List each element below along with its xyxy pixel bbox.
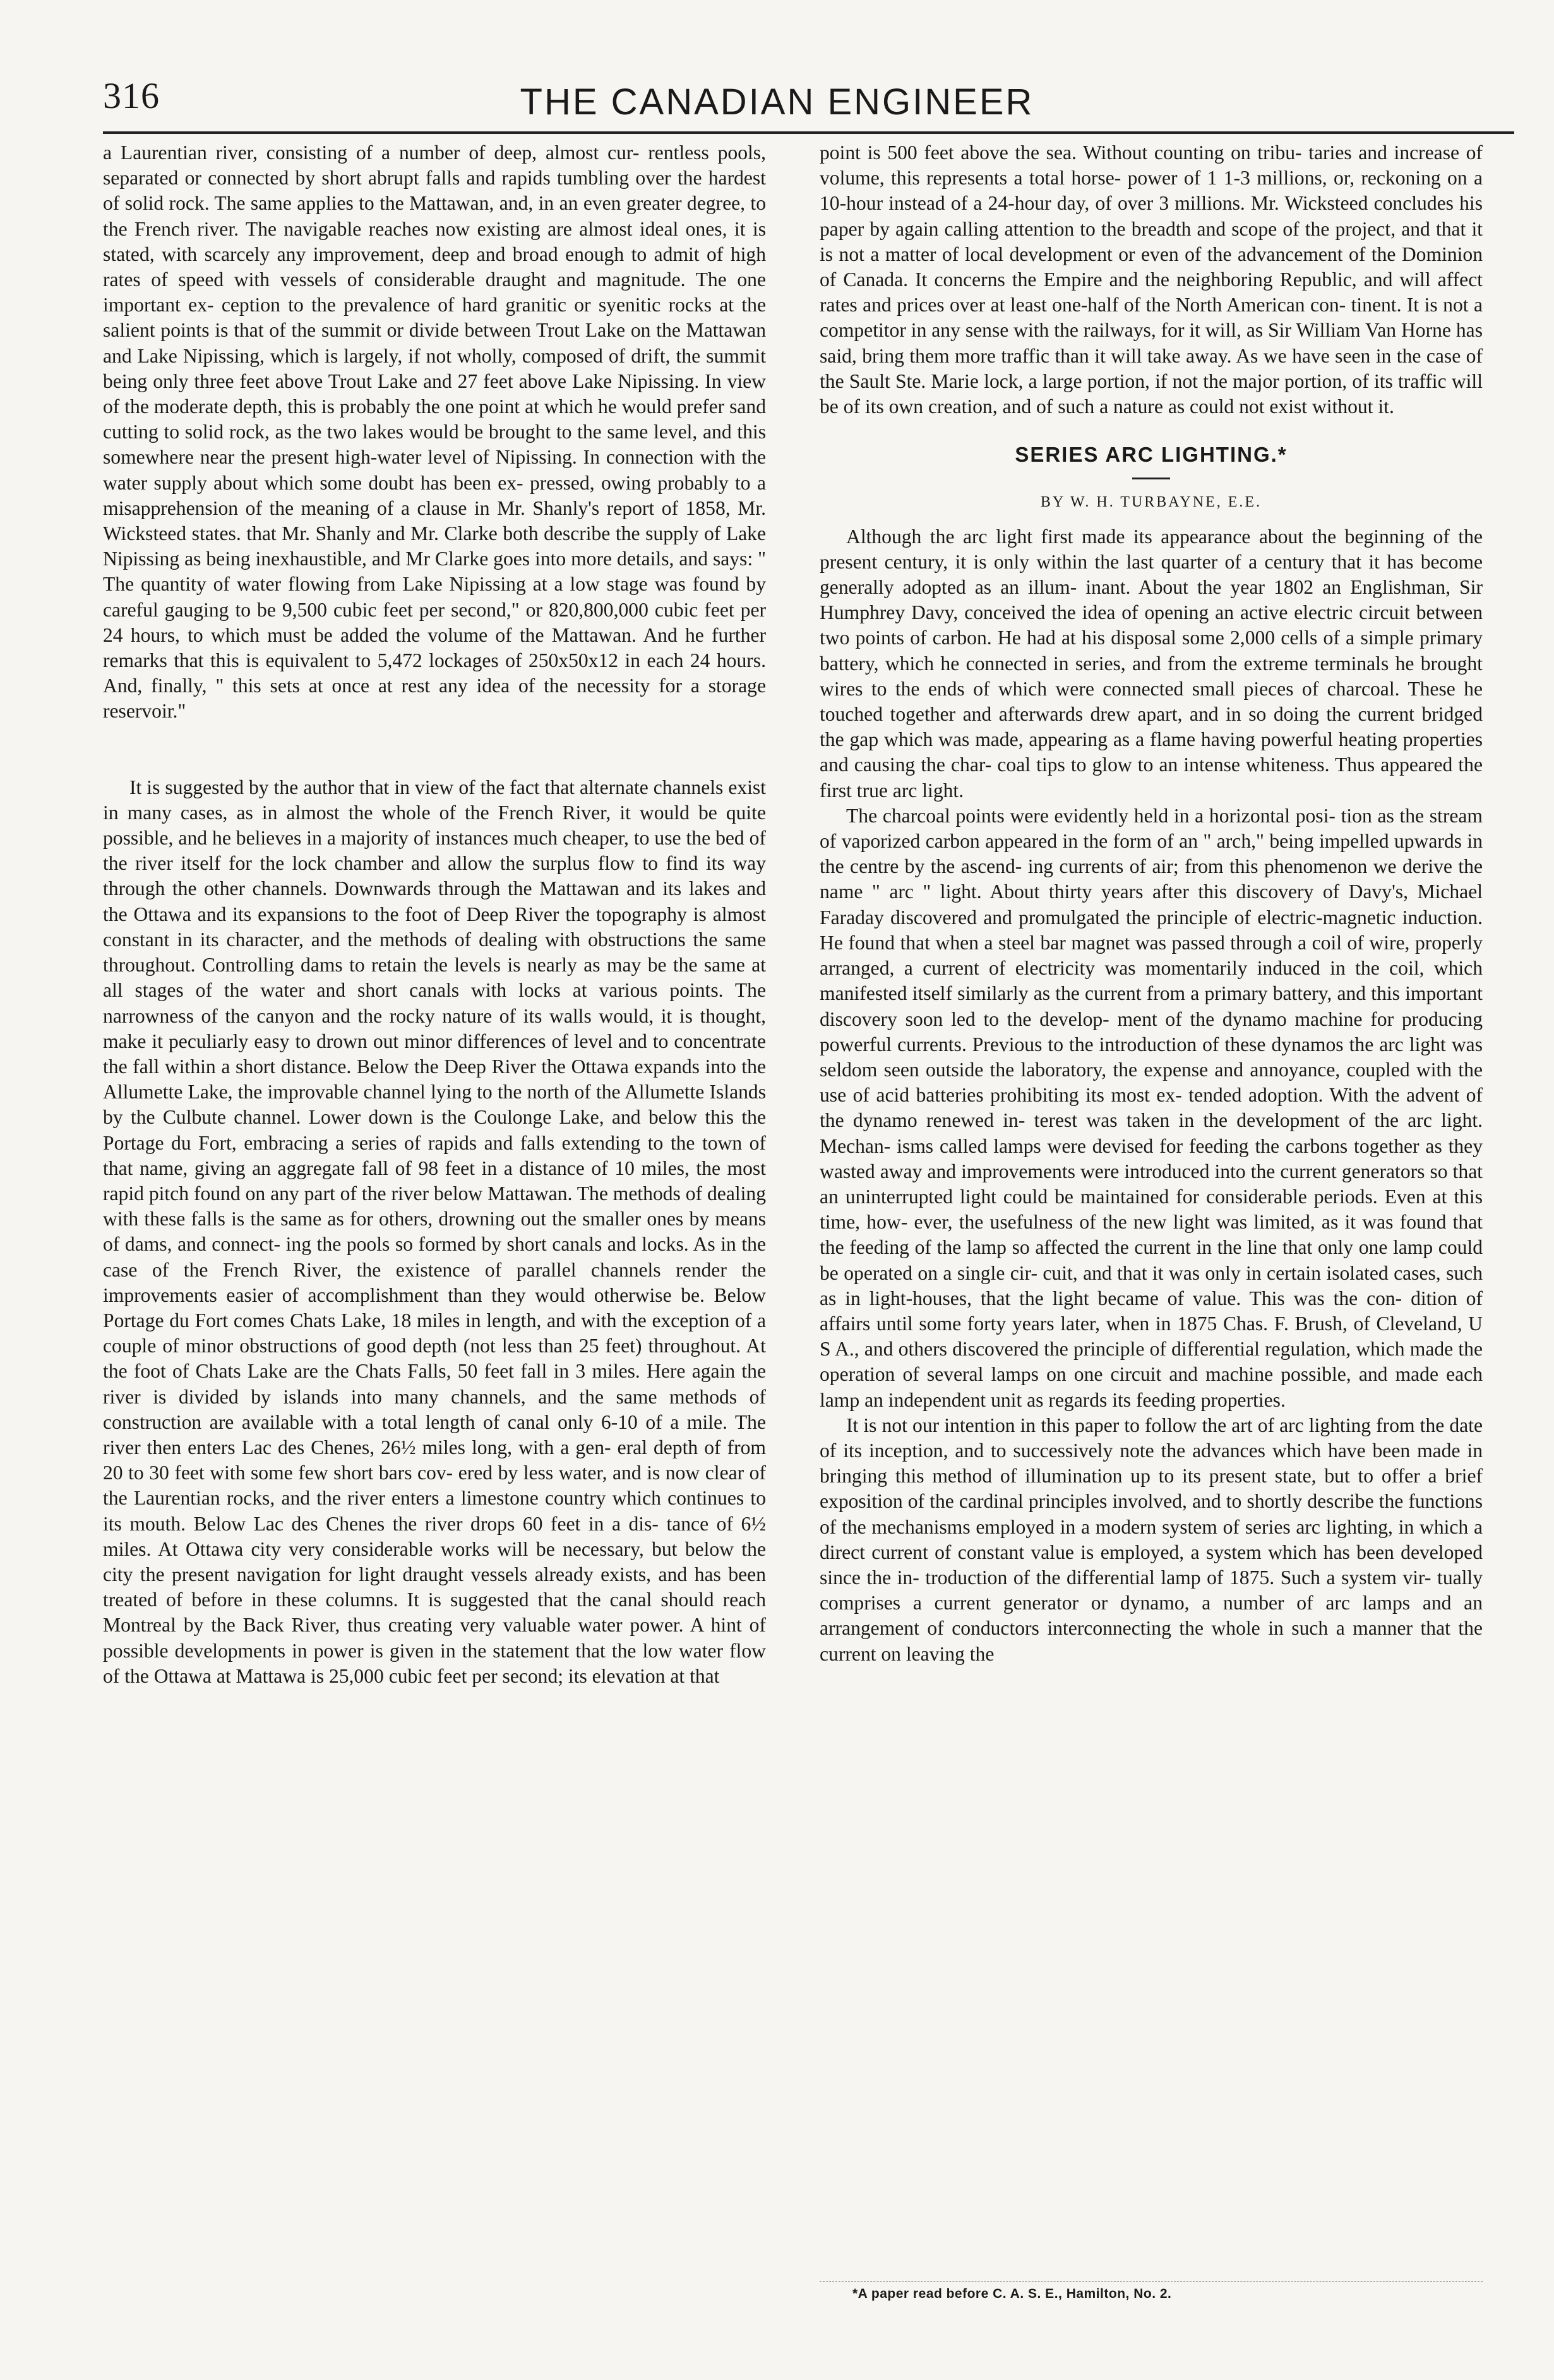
- paragraph: It is not our intention in this paper to follow the art of arc lighting from the date of its inception, and to successively note the advances which have been made in bringing this method of illumination up to its present state, but to offer a brief exposition of the cardinal principles involved, and to shortly describe the functions of the mechanisms employed in a modern system of series arc lighting, in which a direct current of constant value is employed, a system which has been developed since the in- troduction of the differential lamp of 1875. Such a system vir- tually comprises a current generator or dynamo, a number of arc lamps and an arrangement of conductors interconnecting the whole in such a manner that the current on leaving the: [820, 1414, 1483, 1665]
- footnote: *A paper read before C. A. S. E., Hamilton, No. 2.: [852, 2287, 1172, 2301]
- paragraph-gap: [820, 419, 1483, 442]
- page-number: 316: [103, 75, 160, 116]
- title-rule: [1132, 478, 1170, 479]
- left-column: [103, 140, 766, 1689]
- paragraph: a Laurentian river, consisting of a number of deep, almost cur- rentless pools, separated or connected by short abrupt falls and rapids tumbling over the hardest of solid rock. The same applies to the Mattawan, and, in an even greater degree, to the French river. The navigable reaches now existing are almost ideal ones, it is stated, with scarcely any improvement, deep and broad enough to admit of high rates of speed with vessels of considerable draught and magnitude. The one important ex- ception to the prevalence of hard granitic or syenitic rocks at the salient points is that of the summit or divide between Trout Lake on the Mattawan and Lake Nipissing, which is largely, if not wholly, composed of drift, the summit being only three feet above Trout Lake and 27 feet above Lake Nipissing. In view of the moderate depth, this is probably the one point at which he would prefer sand cutting to solid rock, as the two lakes would be brought to the same level, and this somewhere near the present high-water level of Nipissing. In connection with the water supply about which some doubt has been ex- pressed, owing probably to a misapprehension of the meaning of a clause in Mr. Shanly's report of 1858, Mr. Wicksteed states. that Mr. Shanly and Mr. Clarke both describe the supply of Lake Nipissing as being inexhaustible, and Mr Clarke goes into more details, and says: " The quantity of water flowing from Lake Nipissing at a low stage was found by careful gauging to be 9,500 cubic feet per second," or 820,800,000 cubic feet per 24 hours, to which must be added the volume of the Mattawan. And he further remarks that this is equivalent to 5,472 lockages of 250x50x12 in each 24 hours. And, finally, " this sets at once at rest any idea of the necessity for a storage reservoir.": [103, 141, 766, 723]
- paragraph: point is 500 feet above the sea. Without counting on tribu- taries and increase of volume, this represents a total horse- power of 1 1-3 millions, or, reckoning on a 10-hour instead of a 24-hour day, of over 3 millions. Mr. Wicksteed concludes his paper by again calling attention to the breadth and scope of the project, and that it is not a matter of local development or even of the advancement of the Dominion of Canada. It concerns the Empire and the neighboring Republic, and will affect rates and prices over at least one-half of the North American con- tinent. It is not a competitor in any sense with the railways, for it will, as Sir William Van Horne has said, bring them more traffic than it will take away. As we have seen in the case of the Sault Ste. Marie lock, a large portion, if not the major portion, of its traffic will be of its own creation, and of such a nature as could not exist without it.: [820, 141, 1483, 418]
- byline: BY W. H. TURBAYNE, E.E.: [1040, 494, 1262, 511]
- running-head: THE CANADIAN ENGINEER: [520, 81, 1034, 123]
- paragraph: The charcoal points were evidently held in a horizontal posi- tion as the stream of vaporized carbon appeared in the form of an " arch," being impelled upwards in the centre by the ascend- ing currents of air; from this phenomenon we derive the name " arc " light. About thirty years after this discovery of Davy's, Michael Faraday discovered and promulgated the principle of electric-magnetic induction. He found that when a steel bar magnet was passed through a coil of wire, properly arranged, a current of electricity was momentarily induced in the coil, which manifested itself similarly as the current from a primary battery, and this important discovery soon led to the develop- ment of the dynamo machine for producing powerful currents. Previous to the introduction of these dynamos the arc light was seldom seen outside the laboratory, the expense and annoyance, coupled with the use of acid batteries prohibiting its most ex- tended adoption. With the advent of the dynamo renewed in- terest was taken in the development of the arc light. Mechan- isms called lamps were devised for feeding the carbons together as they wasted away and improvements were introduced into the current generators so that an uninterrupted light could be maintained for considerable periods. Even at this time, how- ever, the usefulness of the new light was limited, as it was found that the feeding of the lamp so affected the current in the line that only one lamp could be operated on a single cir- cuit, and that it was only in certain isolated cases, such as in light-houses, that the light became of value. This was the con- dition of affairs until some forty years later, when in 1875 Chas. F. Brush, of Cleveland, U S A., and others discovered the principle of differential regulation, which made the operation of several lamps on one circuit and machine possible, and made each lamp an independent unit as regards its feeding properties.: [820, 804, 1483, 1411]
- paragraph-gap: [103, 724, 766, 775]
- paragraph: It is suggested by the author that in view of the fact that alternate channels exist in many cases, as in almost the whole of the French River, it would be quite possible, and he believes in a majority of instances much cheaper, to use the bed of the river itself for the lock chamber and allow the surplus flow to find its way through the other channels. Downwards through the Mattawan and its lakes and the Ottawa and its expansions to the foot of Deep River the topography is almost constant in its character, and the methods of dealing with obstructions the same throughout. Controlling dams to retain the levels is nearly as may be the same at all stages of the water and short canals with locks at various points. The narrowness of the canyon and the rocky nature of its walls would, it is thought, make it peculiarly easy to drown out minor differences of level and to concentrate the fall within a short distance. Below the Deep River the Ottawa expands into the Allumette Lake, the improvable channel lying to the north of the Allumette Islands by the Culbute channel. Lower down is the Coulonge Lake, and below this the Portage du Fort, embracing a series of rapids and falls extending to the town of that name, giving an aggregate fall of 98 feet in a distance of 10 miles, the most rapid pitch found on any part of the river below Mattawan. The methods of dealing with these falls is the same as for others, drowning out the smaller ones by means of dams, and connect- ing the pools so formed by short canals and locks. As in the case of the French River, the existence of parallel channels render the improvements easier of accomplishment than they would otherwise be. Below Portage du Fort comes Chats Lake, 18 miles in length, and with the exception of a couple of minor obstructions of good depth (not less than 25 feet) throughout. At the foot of Chats Lake are the Chats Falls, 50 feet fall in 3 miles. Here again the river is divided by islands into many channels, and the same methods of construction are available with a total length of canal only 6-10 of a mile. The river then enters Lac des Chenes, 26½ miles long, with a gen- eral depth of from 20 to 30 feet with some few short bars cov- ered by less water, and is now clear of the Laurentian rocks, and the river enters a limestone country which continues to its mouth. Below Lac des Chenes the river drops 60 feet in a dis- tance of 6½ miles. At Ottawa city very considerable works will be necessary, but below the city the present navigation for light draught vessels already exists, and has been treated of before in these columns. It is suggested that the canal should reach Montreal by the Back River, thus creating very valuable water power. A hint of possible developments in power is given in the statement that the low water flow of the Ottawa at Mattawa is 25,000 cubic feet per second; its elevation at that: [103, 776, 766, 1687]
- header-rule: [103, 131, 1514, 134]
- right-column: [820, 140, 1483, 1667]
- article-title: SERIES ARC LIGHTING.*: [1015, 443, 1288, 467]
- footnote-rule: [820, 2281, 1483, 2282]
- paragraph-gap: [820, 515, 1483, 524]
- paragraph: Although the arc light first made its appearance about the beginning of the present century, it is only within the last quarter of a century that it has become generally adopted as an illum- inant. About the year 1802 an Englishman, Sir Humphrey Davy, conceived the idea of opening an active electric circuit between two points of carbon. He had at his disposal some 2,000 cells of a simple primary battery, which he connected in series, and from the extreme terminals he brought wires to the ends of which were connected small pieces of charcoal. These he touched together and afterwards drew apart, and in so doing the current bridged the gap which was made, appearing as a flame having powerful heating properties and causing the char- coal tips to glow to an intense whiteness. Thus appeared the first true arc light.: [820, 525, 1483, 802]
